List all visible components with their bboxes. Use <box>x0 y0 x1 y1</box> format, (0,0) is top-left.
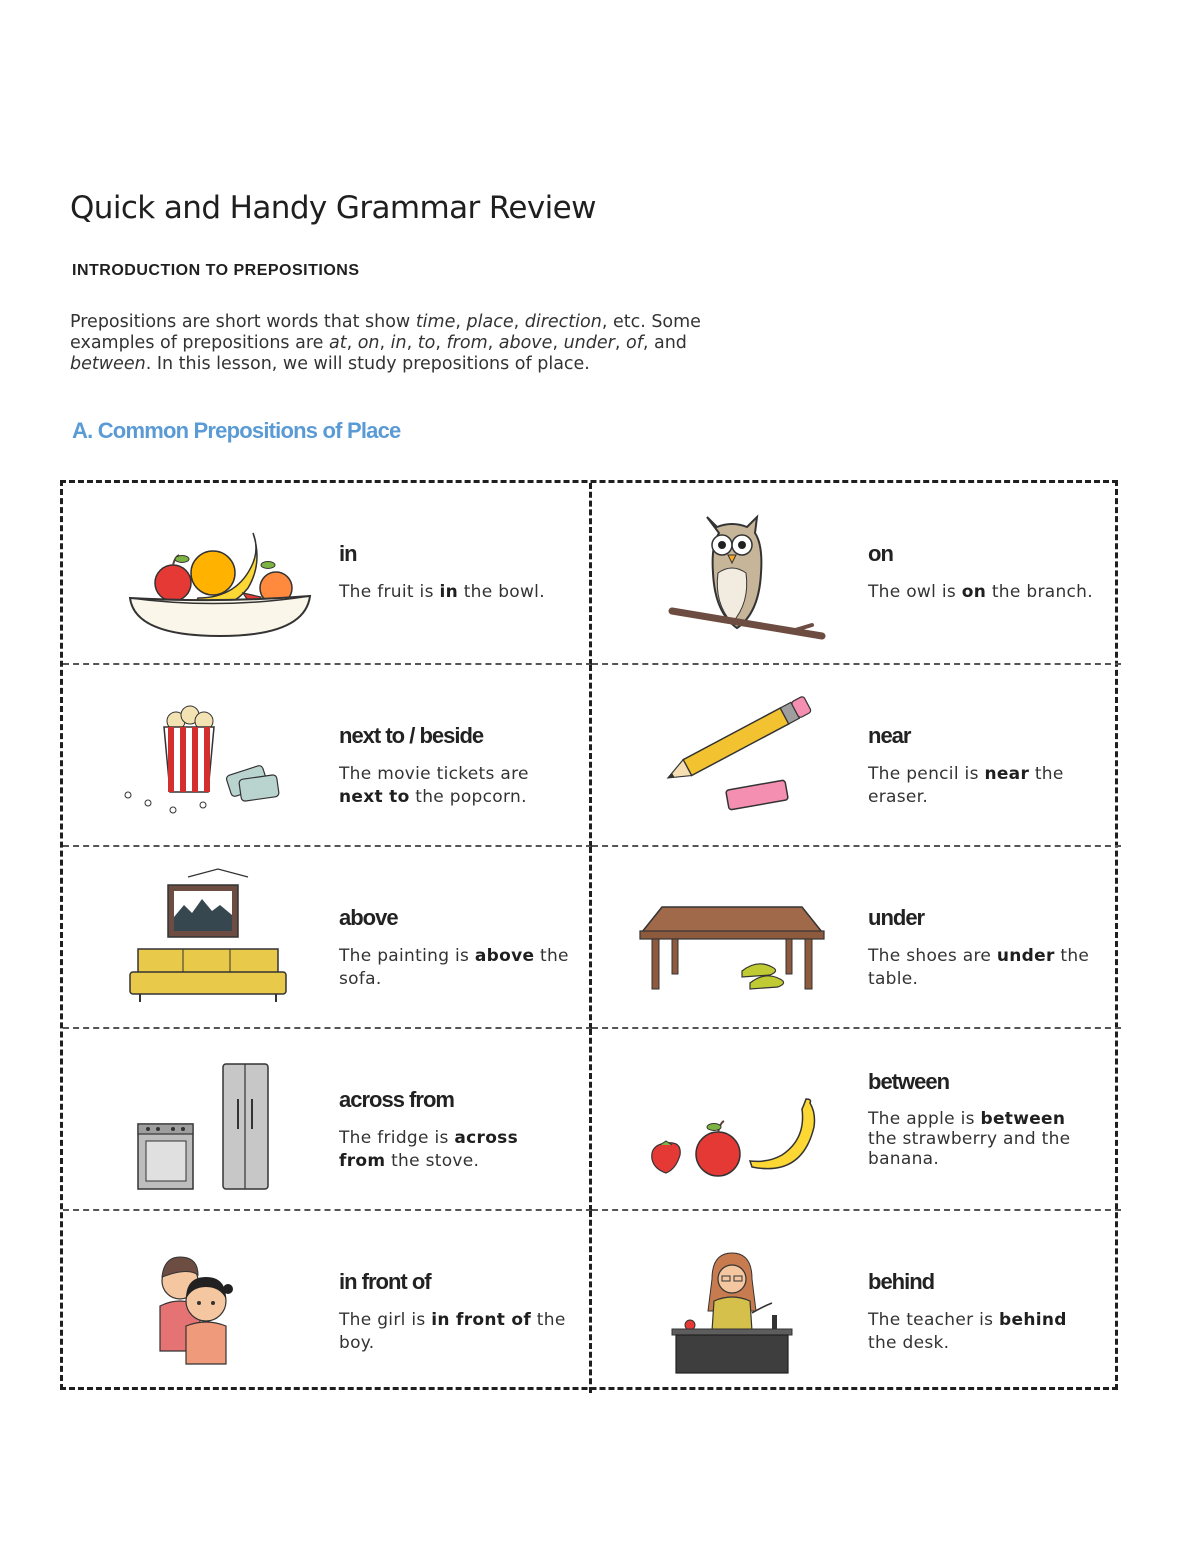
card-across-from <box>63 1029 592 1211</box>
card-text <box>339 541 569 604</box>
card-above <box>63 847 592 1029</box>
card-term: behind <box>868 1269 935 1294</box>
card-sentence: The painting is above the sofa. <box>339 946 569 989</box>
card-under <box>592 847 1121 1029</box>
card-term: in front of <box>339 1269 431 1294</box>
card-sentence: The teacher is behind the desk. <box>868 1310 1067 1353</box>
card-behind <box>592 1211 1121 1393</box>
section-heading: INTRODUCTION TO PREPOSITIONS <box>72 262 360 279</box>
card-text <box>868 541 1098 604</box>
card-term: between <box>868 1069 950 1094</box>
card-in-front-of <box>63 1211 592 1393</box>
subheading-common-prepositions: A. Common Prepositions of Place <box>72 418 401 443</box>
card-sentence: The owl is on the branch. <box>868 582 1093 602</box>
painting-sofa-icon <box>118 867 318 1012</box>
intro-paragraph: Prepositions are short words that show time, place, direction, etc. Some examples of prepositions are at, on, in, to, from, above, under, of, and between. In this lesson, we will study prepositions of place. <box>70 312 701 374</box>
card-text <box>868 1269 1098 1355</box>
card-text <box>868 1069 1098 1169</box>
card-term: near <box>868 723 911 748</box>
fruit-bowl-icon <box>118 503 318 648</box>
card-term: next to / beside <box>339 723 484 748</box>
card-near <box>592 665 1121 847</box>
card-sentence: The shoes are under the table. <box>868 946 1090 989</box>
card-term: on <box>868 541 893 566</box>
card-sentence: The girl is in front of the boy. <box>339 1310 566 1353</box>
stove-fridge-icon <box>118 1049 318 1194</box>
card-text <box>868 905 1098 991</box>
card-sentence: The apple is between the strawberry and the banana. <box>868 1109 1071 1169</box>
card-text <box>339 723 569 809</box>
card-in <box>63 483 592 665</box>
card-text <box>868 723 1098 809</box>
popcorn-tickets-icon <box>118 685 318 830</box>
card-term: in <box>339 541 357 566</box>
card-sentence: The pencil is near the eraser. <box>868 764 1064 807</box>
card-next-to <box>63 665 592 847</box>
teacher-desk-icon <box>632 1231 832 1376</box>
table-shoes-icon <box>632 867 832 1012</box>
strawberry-apple-banana-icon <box>632 1049 832 1194</box>
card-on <box>592 483 1121 665</box>
card-between <box>592 1029 1121 1211</box>
card-sentence: The movie tickets are next to the popcorn. <box>339 764 529 807</box>
document-title: Quick and Handy Grammar Review <box>70 190 596 226</box>
card-text <box>339 1269 569 1355</box>
prepositions-grid <box>60 480 1118 1390</box>
card-term: above <box>339 905 398 930</box>
card-sentence: The fruit is in the bowl. <box>339 582 545 602</box>
card-text <box>339 1087 569 1173</box>
card-term: across from <box>339 1087 454 1112</box>
card-term: under <box>868 905 925 930</box>
pencil-eraser-icon <box>632 685 832 830</box>
card-text <box>339 905 569 991</box>
card-sentence: The fridge is across from the stove. <box>339 1128 519 1171</box>
owl-on-branch-icon <box>632 503 832 648</box>
girl-boy-icon <box>118 1231 318 1376</box>
